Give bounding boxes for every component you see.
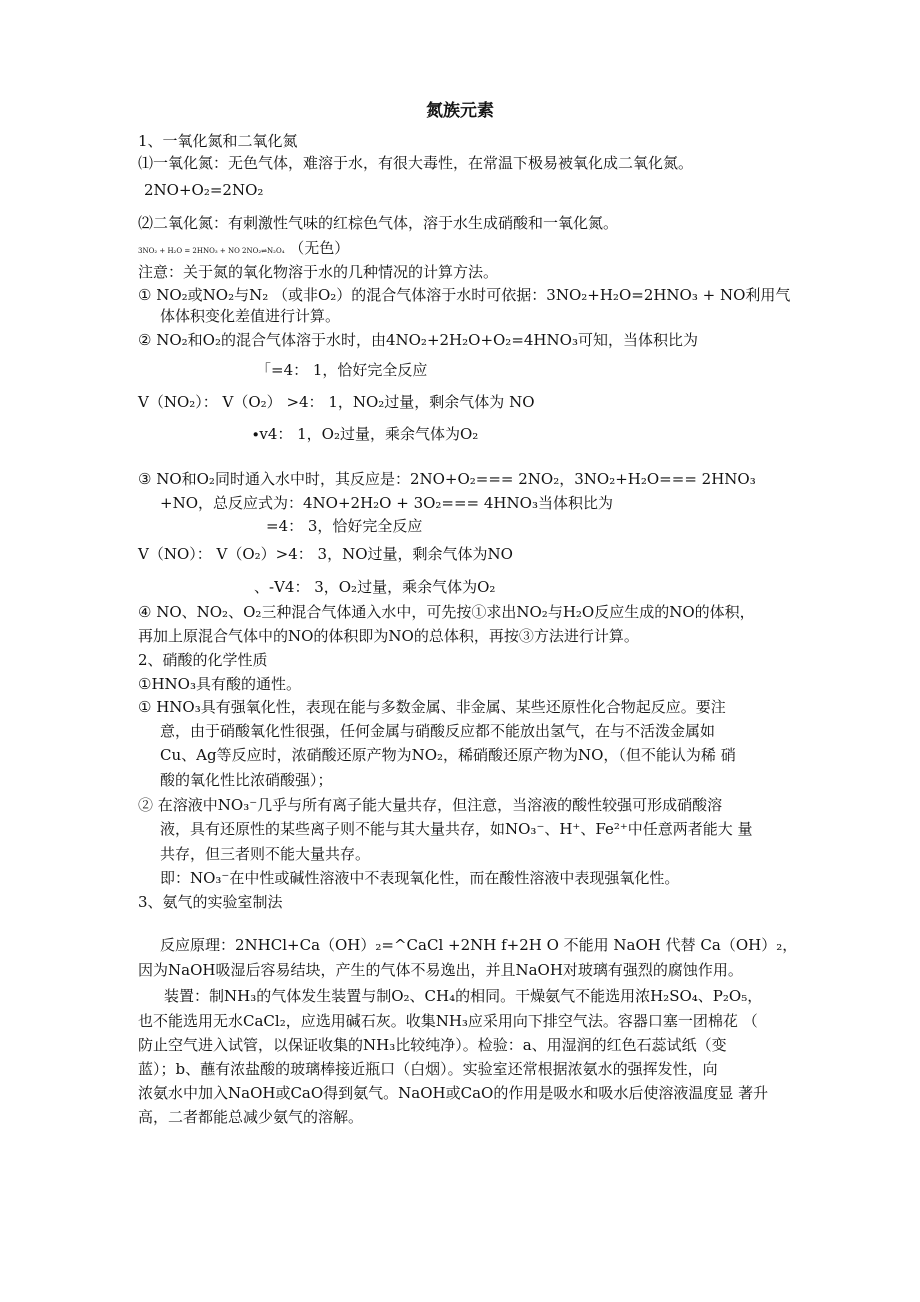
- text-line: 也不能选用无水CaCl₂，应选用碱石灰。收集NH₃应采用向下排空气法。容器口塞一团棉花 （: [138, 1012, 758, 1030]
- color-note: （无色）: [289, 239, 350, 257]
- ratio-case: ∙v4： 1，O₂过量，乘余气体为O₂: [252, 425, 479, 443]
- text-line: ⑵二氧化氮：有刺激性气味的红棕色气体，溶于水生成硝酸和一氧化氮。: [138, 214, 619, 232]
- text-line: ② NO₂和O₂的混合气体溶于水时，由4NO₂+2H₂O+O₂=4HNO₃可知，当体积比为: [138, 331, 698, 349]
- text-line: 防止空气进入试管，以保证收集的NH₃比较纯净）。检验：a、用湿润的红色石蕊试纸（变: [138, 1036, 727, 1054]
- text-line: 共存，但三者则不能大量共存。: [160, 845, 371, 863]
- text-line: 注意：关于氮的氧化物溶于水的几种情况的计算方法。: [138, 263, 499, 281]
- text-line: 高，二者都能总减少氨气的溶解。: [138, 1108, 364, 1126]
- ratio-case: V（NO₂）： V（O₂） >4： 1，NO₂过量，剩余气体为 NO: [138, 393, 535, 411]
- section-heading: 3、氨气的实验室制法: [138, 893, 283, 911]
- ratio-case: 「=4： 1，恰好完全反应: [256, 361, 428, 379]
- section-heading: 1、一氧化氮和二氧化氮: [138, 132, 298, 150]
- text-line: 再加上原混合气体中的NO的体积即为NO的总体积，再按③方法进行计算。: [138, 627, 639, 645]
- text-line: 浓氨水中加入NaOH或CaO得到氨气。NaOH或CaO的作用是吸水和吸水后使溶液温度显 著升: [138, 1084, 769, 1102]
- page-title: 氮族元素: [426, 101, 494, 121]
- text-line: 因为NaOH吸湿后容易结块，产生的气体不易逸出，并且NaOH对玻璃有强烈的腐蚀作用。: [138, 961, 743, 979]
- text-line: 反应原理：2NHCl+Ca（OH）₂=^CaCl +2NH f+2H O 不能用 NaOH 代替 Ca（OH）₂，: [160, 936, 798, 954]
- text-line: ① NO₂或NO₂与N₂ （或非O₂）的混合气体溶于水时可依据：3NO₂+H₂O=2HNO₃ + NO利用气: [138, 286, 791, 304]
- tiny-equation: 3NO₂ + H₂O = 2HNO₃ + NO 2NO₂⇌N₂O₄: [138, 247, 285, 255]
- text-line: 即：NO₃⁻在中性或碱性溶液中不表现氧化性，而在酸性溶液中表现强氧化性。: [160, 869, 680, 887]
- text-line: 体体积变化差值进行计算。: [160, 307, 341, 325]
- ratio-case: V（NO）： V（O₂）>4： 3，NO过量，剩余气体为NO: [138, 545, 513, 563]
- text-line: ① HNO₃具有强氧化性，表现在能与多数金属、非金属、某些还原性化合物起反应。要注: [138, 698, 726, 716]
- text-line: 意，由于硝酸氧化性很强，任何金属与硝酸反应都不能放出氢气，在与不活泼金属如: [160, 722, 716, 740]
- text-line: Cu、Ag等反应时，浓硝酸还原产物为NO₂，稀硝酸还原产物为NO，（但不能认为稀 硝: [160, 746, 736, 764]
- text-line: ④ NO、NO₂、O₂三种混合气体通入水中，可先按①求出NO₂与H₂O反应生成的NO的体积，: [138, 603, 755, 621]
- text-line: +NO，总反应式为：4NO+2H₂O + 3O₂=== 4HNO₃当体积比为: [160, 494, 613, 512]
- section-heading: 2、硝酸的化学性质: [138, 651, 268, 669]
- text-line: 蓝）；b、蘸有浓盐酸的玻璃棒接近瓶口（白烟）。实验室还常根据浓氨水的强挥发性，向: [138, 1060, 718, 1078]
- ratio-case: =4： 3，恰好完全反应: [266, 517, 423, 535]
- equation-line: 2NO+O₂=2NO₂: [144, 181, 264, 199]
- ratio-case: 、-V4： 3，O₂过量，乘余气体为O₂: [254, 578, 496, 596]
- text-line: 液，具有还原性的某些离子则不能与其大量共存，如NO₃⁻、H⁺、Fe²⁺中任意两者能大 量: [160, 820, 753, 838]
- text-line: ③ NO和O₂同时通入水中时，其反应是：2NO+O₂=== 2NO₂，3NO₂+H₂O=== 2HNO₃: [138, 470, 756, 488]
- text-line: ② 在溶液中NO₃⁻几乎与所有离子能大量共存，但注意，当溶液的酸性较强可形成硝酸溶: [138, 796, 723, 814]
- equation-line: [138, 238, 349, 261]
- text-line: ①HNO₃具有酸的通性。: [138, 675, 301, 693]
- text-line: ⑴一氧化氮：无色气体，难溶于水，有很大毒性，在常温下极易被氧化成二氧化氮。: [138, 154, 694, 172]
- text-line: 装置：制NH₃的气体发生装置与制O₂、CH₄的相同。干燥氨气不能选用浓H₂SO₄、P₂O₅，: [164, 987, 763, 1005]
- text-line: 酸的氧化性比浓硝酸强）；: [160, 771, 333, 789]
